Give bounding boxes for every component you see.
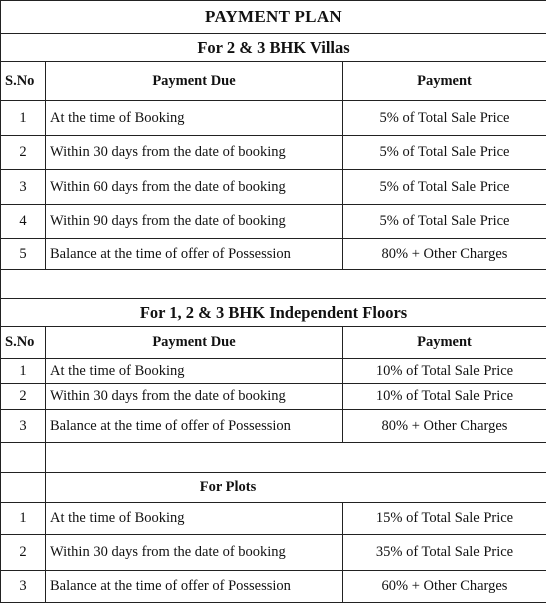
table-row	[1, 205, 546, 239]
row-payment: 5% of Total Sale Price	[343, 136, 546, 170]
spacer-row	[1, 443, 546, 473]
row-sno: 1	[1, 101, 46, 136]
row-payment-due: Balance at the time of offer of Possession	[46, 410, 343, 443]
spacer-cell	[1, 443, 46, 473]
row-sno: 2	[1, 136, 46, 170]
table-row	[1, 503, 546, 535]
row-payment: 10% of Total Sale Price	[343, 359, 546, 384]
row-payment-due: Within 30 days from the date of booking	[46, 384, 343, 410]
page-title: PAYMENT PLAN	[1, 1, 546, 34]
spacer-cell	[1, 473, 46, 503]
row-sno: 5	[1, 239, 46, 270]
row-sno: 4	[1, 205, 46, 239]
row-sno: 1	[1, 359, 46, 384]
floors-heading: For 1, 2 & 3 BHK Independent Floors	[1, 299, 546, 327]
spacer-cell	[46, 443, 546, 473]
row-sno: 3	[1, 410, 46, 443]
col-header-payment: Payment	[343, 62, 546, 101]
row-sno: 1	[1, 503, 46, 535]
row-payment: 15% of Total Sale Price	[343, 503, 546, 535]
row-payment: 60% + Other Charges	[343, 571, 546, 603]
row-sno: 2	[1, 535, 46, 571]
row-payment-due: Within 60 days from the date of booking	[46, 170, 343, 205]
table-row	[1, 170, 546, 205]
row-payment: 10% of Total Sale Price	[343, 384, 546, 410]
plots-heading-row	[1, 473, 546, 503]
row-payment-due: Within 30 days from the date of booking	[46, 535, 343, 571]
row-payment: 35% of Total Sale Price	[343, 535, 546, 571]
table-row	[1, 239, 546, 270]
spacer-cell	[1, 270, 546, 299]
row-sno: 2	[1, 384, 46, 410]
row-payment-due: Balance at the time of offer of Possession	[46, 239, 343, 270]
row-payment: 5% of Total Sale Price	[343, 101, 546, 136]
row-payment: 5% of Total Sale Price	[343, 205, 546, 239]
table-row	[1, 136, 546, 170]
row-payment-due: Within 90 days from the date of booking	[46, 205, 343, 239]
table-row	[1, 101, 546, 136]
floors-header-row	[1, 327, 546, 359]
table-row	[1, 359, 546, 384]
col-header-sno: S.No	[1, 327, 46, 359]
villas-heading-row	[1, 34, 546, 62]
table-row	[1, 535, 546, 571]
table-row	[1, 410, 546, 443]
col-header-payment: Payment	[343, 327, 546, 359]
row-payment: 80% + Other Charges	[343, 410, 546, 443]
villas-header-row	[1, 62, 546, 101]
row-payment-due: At the time of Booking	[46, 359, 343, 384]
col-header-payment-due: Payment Due	[46, 62, 343, 101]
row-payment-due: At the time of Booking	[46, 503, 343, 535]
plots-heading: For Plots	[46, 473, 546, 503]
spacer-row	[1, 270, 546, 299]
row-payment-due: Balance at the time of offer of Possession	[46, 571, 343, 603]
villas-heading: For 2 & 3 BHK Villas	[1, 34, 546, 62]
floors-heading-row	[1, 299, 546, 327]
row-payment: 80% + Other Charges	[343, 239, 546, 270]
row-sno: 3	[1, 571, 46, 603]
row-sno: 3	[1, 170, 46, 205]
row-payment: 5% of Total Sale Price	[343, 170, 546, 205]
col-header-payment-due: Payment Due	[46, 327, 343, 359]
title-row	[1, 1, 546, 34]
row-payment-due: Within 30 days from the date of booking	[46, 136, 343, 170]
table-row	[1, 571, 546, 603]
col-header-sno: S.No	[1, 62, 46, 101]
row-payment-due: At the time of Booking	[46, 101, 343, 136]
table-row	[1, 384, 546, 410]
